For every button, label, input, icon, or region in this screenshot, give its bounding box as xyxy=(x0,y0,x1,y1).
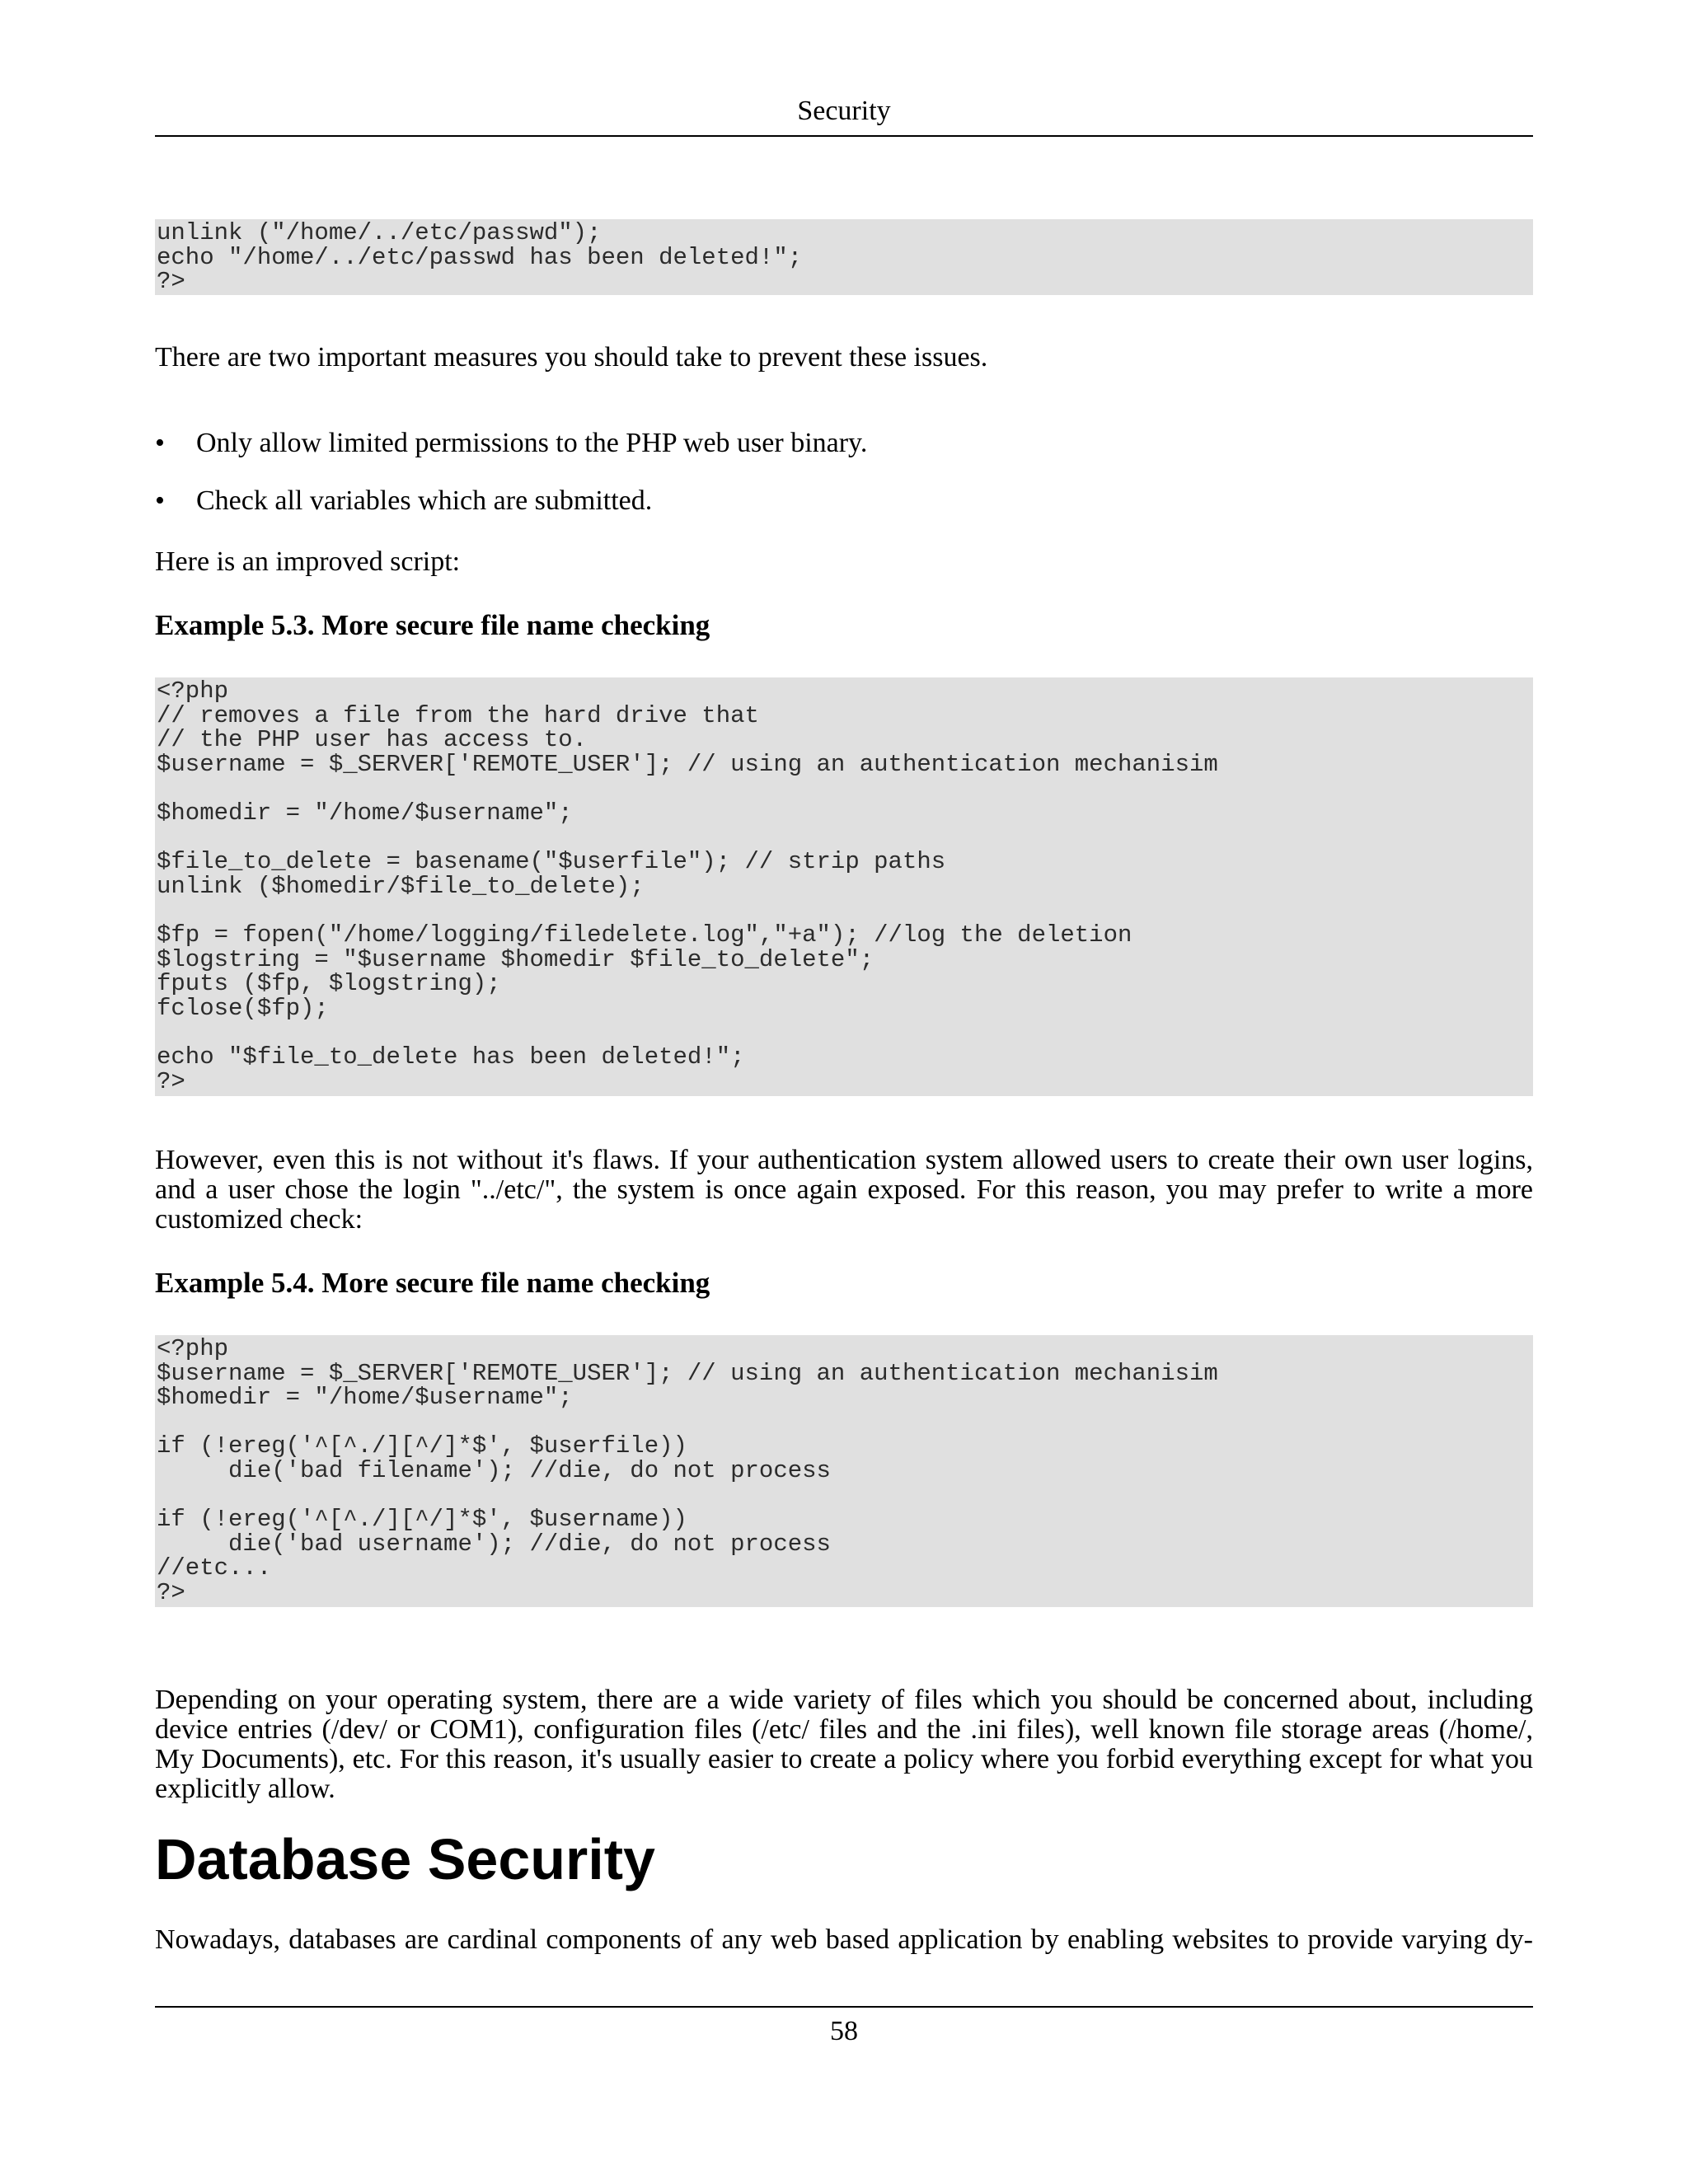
code-block-example-5-4: <?php $username = $_SERVER['REMOTE_USER']; // using an authentication mechanisim $homedir = "/home/$username"; if (!ereg('^[^./][^/]*$', $userfile)) die('bad filename'); //die, do not process if (!ereg('^[^./][^/]*$', $username)) die('bad username'); //die, do not process //etc... ?> xyxy=(155,1335,1533,1607)
intro-paragraph: There are two important measures you should take to prevent these issues. xyxy=(155,342,988,373)
document-page xyxy=(155,0,1533,2184)
code-block-example-5-3: <?php // removes a file from the hard drive that // the PHP user has access to. $username = $_SERVER['REMOTE_USER']; // using an authentication mechanisim $homedir = "/home/$username"; $file_to_delete = basename("$userfile"); // strip paths unlink ($homedir/$file_to_delete); $fp = fopen("/home/logging/filedelete.log","+a"); //log the deletion $logstring = "$username $homedir $file_to_delete"; fputs ($fp, $logstring); fclose($fp); echo "$file_to_delete has been deleted!"; ?> xyxy=(155,677,1533,1096)
code-block-unlink: unlink ("/home/../etc/passwd"); echo "/home/../etc/passwd has been deleted!"; ?> xyxy=(155,219,1533,295)
flaws-paragraph: However, even this is not without it's flaws. If your authentication system allowed users to create their own user logins, and a user chose the login "../etc/", the system is once again exposed. For this reason, you may prefer to write a more customized check: xyxy=(155,1145,1533,1235)
running-header: Security xyxy=(797,96,891,126)
depending-paragraph: Depending on your operating system, there are a wide variety of files which you should be concerned about, including device entries (/dev/ or COM1), configuration files (/etc/ files and the .ini files), well known file storage areas (/home/, My Documents), etc. For this reason, it's usually easier to create a policy where you forbid everything except for what you explicitly allow. xyxy=(155,1685,1533,1804)
bullet-text: Check all variables which are submitted. xyxy=(196,485,653,516)
bullet-text: Only allow limited permissions to the PHP web user binary. xyxy=(196,428,868,458)
database-paragraph: Nowadays, databases are cardinal components of any web based application by enabling websites to provide varying dy- xyxy=(155,1924,1533,1955)
example-5-4-title: Example 5.4. More secure file name checking xyxy=(155,1267,710,1299)
improved-script-paragraph: Here is an improved script: xyxy=(155,546,461,577)
page-number: 58 xyxy=(830,2016,858,2046)
bullet-marker: • xyxy=(155,485,165,516)
footer-rule xyxy=(155,2006,1533,2008)
example-5-3-title: Example 5.3. More secure file name checking xyxy=(155,609,710,641)
section-heading-database-security: Database Security xyxy=(155,1827,655,1891)
header-rule xyxy=(155,135,1533,137)
bullet-marker: • xyxy=(155,428,165,458)
